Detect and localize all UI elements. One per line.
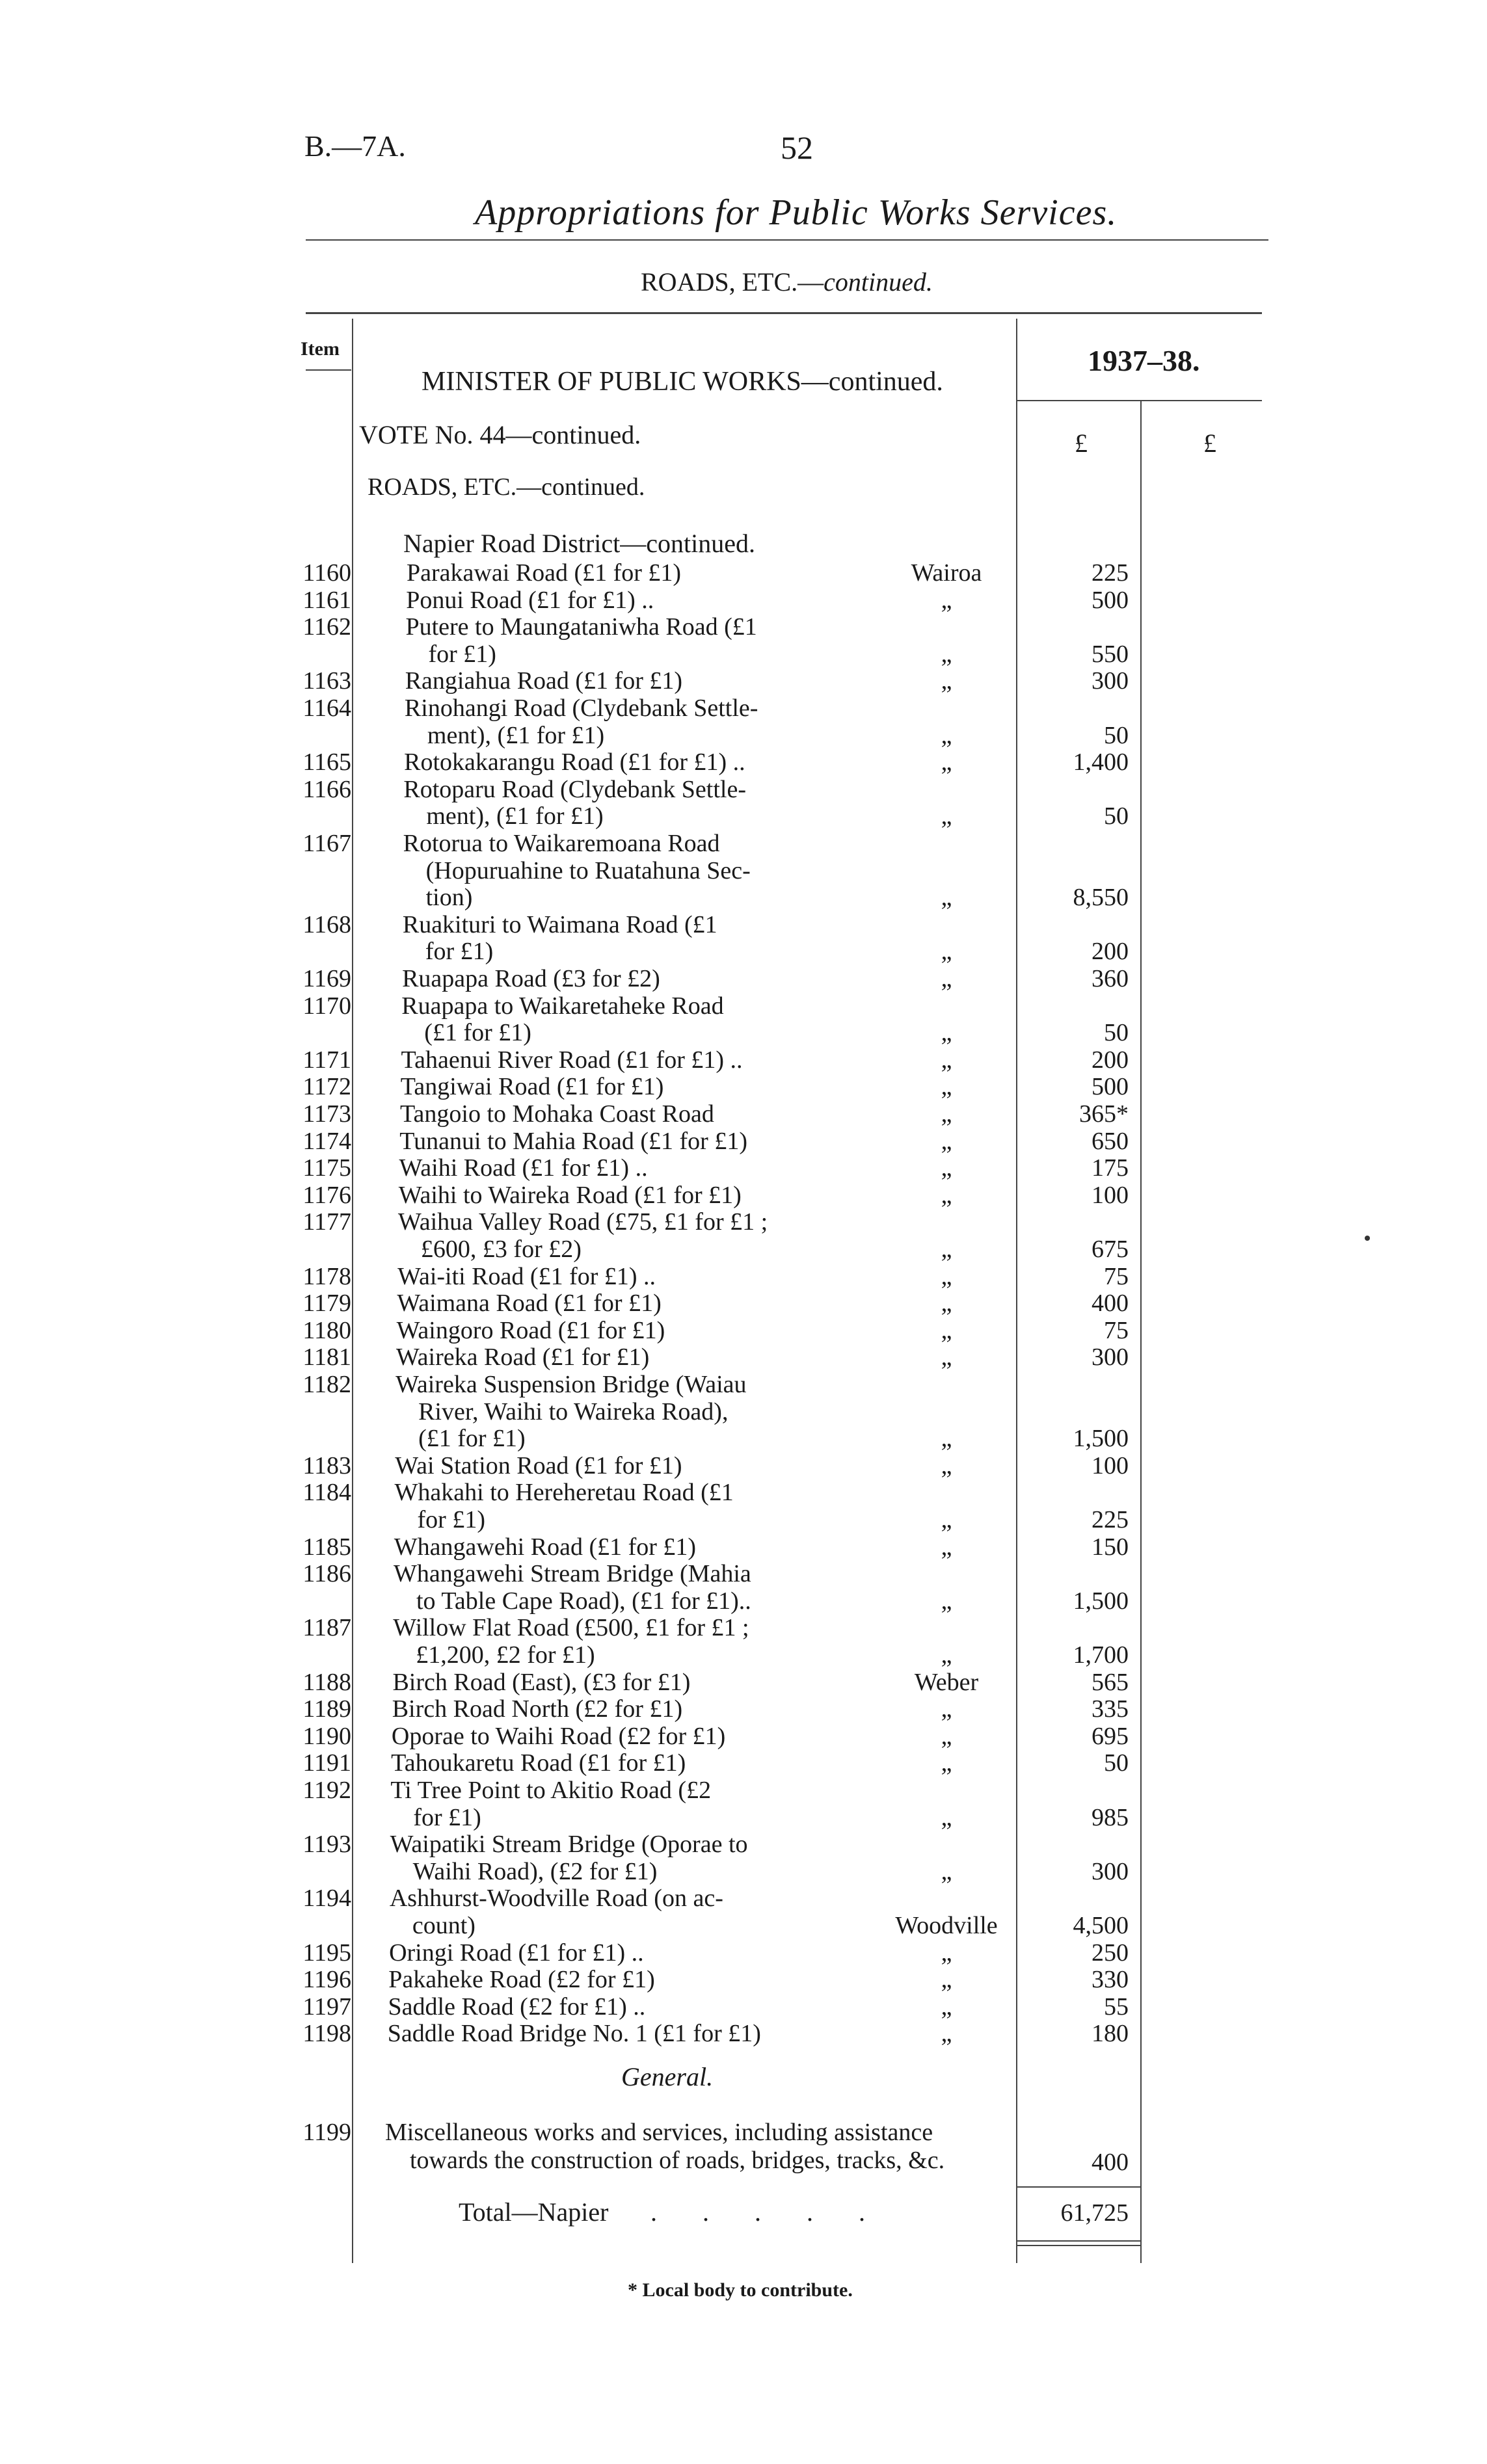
table-row: [0, 1182, 1487, 1209]
section-heading: ROADS, ETC.—continued.: [368, 473, 645, 501]
item-location: „: [941, 1966, 952, 1994]
item-column-header: Item: [301, 338, 340, 360]
footnote: * Local body to contribute.: [628, 2279, 853, 2301]
scan-speck: [1365, 1236, 1370, 1241]
item-description: for £1): [428, 640, 496, 668]
table-row: [0, 1046, 1487, 1074]
item-amount: 200: [1092, 1046, 1129, 1074]
item-location: „: [941, 1803, 952, 1831]
table-row: [0, 1073, 1487, 1100]
table-row: [0, 1344, 1487, 1371]
item-location: Woodville: [895, 1911, 998, 1939]
item-description: for £1): [417, 1505, 485, 1533]
item-description: Birch Road North (£2 for £1): [392, 1695, 683, 1723]
table-row: [0, 965, 1487, 992]
item-location: „: [941, 1425, 952, 1453]
item-amount: 360: [1092, 965, 1129, 992]
item-number: 1165: [302, 748, 351, 776]
item-location: „: [941, 1181, 952, 1209]
item-description: for £1): [425, 938, 494, 966]
table-row: [0, 1533, 1487, 1561]
item-location: „: [941, 1749, 952, 1777]
general-heading: General.: [621, 2062, 714, 2091]
year-header-rule: [1016, 400, 1262, 401]
total-rule-1: [1016, 2240, 1142, 2242]
item-description: Ruapapa to Waikaretaheke Road: [401, 992, 724, 1020]
item-number: 1182: [302, 1371, 351, 1398]
item-amount: 50: [1104, 1749, 1129, 1777]
item-description: Tangoio to Mohaka Coast Road: [400, 1100, 714, 1128]
item-number: 1180: [302, 1316, 351, 1344]
item-description: Parakawai Road (£1 for £1): [407, 559, 682, 587]
item-amount: 695: [1092, 1722, 1129, 1750]
table-row: [0, 1100, 1487, 1128]
item-location: „: [941, 586, 952, 614]
table-row: [0, 1263, 1487, 1290]
item-description: tion): [425, 884, 473, 912]
item-number: 1191: [302, 1749, 351, 1777]
item-number: 1189: [302, 1695, 351, 1723]
item-number: 1188: [302, 1668, 351, 1696]
item-location: „: [941, 1344, 952, 1371]
item-location: „: [941, 1993, 952, 2020]
item-amount: 550: [1092, 640, 1129, 668]
item-location: „: [941, 1046, 952, 1074]
item-description: to Table Cape Road), (£1 for £1)..: [416, 1587, 751, 1615]
table-row: [0, 559, 1487, 587]
general-item-line-1: Miscellaneous works and services, including assistance: [385, 2119, 933, 2146]
item-amount: 50: [1104, 802, 1129, 830]
item-location: „: [941, 1695, 952, 1723]
general-item-number: 1199: [302, 2119, 351, 2146]
document-reference: B.—7A.: [304, 129, 406, 163]
item-location: „: [941, 1019, 952, 1047]
item-amount: 565: [1092, 1668, 1129, 1696]
table-row: [0, 1723, 1487, 1750]
item-amount: 8,550: [1073, 884, 1129, 912]
item-location: „: [941, 1154, 952, 1182]
item-amount: 50: [1104, 1019, 1129, 1047]
item-number: 1160: [302, 559, 351, 587]
item-description: Ruapapa Road (£3 for £2): [402, 965, 660, 992]
item-amount: 180: [1092, 2020, 1129, 2048]
item-amount: 100: [1092, 1451, 1129, 1479]
item-description: Rangiahua Road (£1 for £1): [405, 667, 683, 695]
subtotal-rule: [1016, 2186, 1142, 2188]
item-number: 1169: [302, 965, 351, 992]
item-description: Waihi Road), (£2 for £1): [412, 1857, 658, 1885]
item-number: 1184: [302, 1479, 351, 1507]
item-description: Ti Tree Point to Akitio Road (£2: [390, 1777, 712, 1804]
item-description: Willow Flat Road (£500, £1 for £1 ;: [393, 1614, 749, 1642]
item-description: Tunanui to Mahia Road (£1 for £1): [399, 1127, 747, 1155]
table-row: [0, 1749, 1487, 1777]
table-row: [0, 667, 1487, 695]
table-row: [0, 1560, 1487, 1614]
item-number: 1162: [302, 613, 351, 641]
item-number: 1175: [302, 1154, 351, 1182]
item-location: „: [941, 1290, 952, 1318]
item-number: 1163: [302, 667, 351, 695]
table-row: [0, 1128, 1487, 1155]
item-description: Tangiwai Road (£1 for £1): [400, 1073, 664, 1101]
title-rule: [306, 239, 1268, 241]
item-amount: 500: [1092, 586, 1129, 614]
item-number: 1161: [302, 586, 351, 614]
item-description: Tahaenui River Road (£1 for £1) ..: [401, 1046, 743, 1074]
item-location: „: [941, 1641, 952, 1669]
table-row: [0, 911, 1487, 965]
item-amount: 225: [1092, 559, 1129, 587]
item-amount: 1,400: [1073, 748, 1129, 776]
item-description: Whangawehi Road (£1 for £1): [394, 1533, 697, 1561]
item-description: Waihua Valley Road (£75, £1 for £1 ;: [397, 1208, 768, 1236]
item-amount: 650: [1092, 1127, 1129, 1155]
item-description: Waimana Road (£1 for £1): [397, 1290, 662, 1318]
item-description: Rotorua to Waikaremoana Road: [403, 830, 720, 857]
item-description: Waipatiki Stream Bridge (Oporae to: [390, 1831, 748, 1859]
item-number: 1183: [302, 1451, 351, 1479]
item-number: 1176: [302, 1181, 351, 1209]
item-location: „: [941, 1100, 952, 1128]
item-amount: 1,500: [1073, 1587, 1129, 1615]
item-description: Waihi to Waireka Road (£1 for £1): [398, 1181, 742, 1209]
item-location: „: [941, 1587, 952, 1615]
item-description: Whangawehi Stream Bridge (Mahia: [394, 1560, 751, 1588]
item-location: „: [941, 938, 952, 966]
subtitle-continued: continued.: [824, 267, 933, 297]
item-amount: 4,500: [1073, 1911, 1129, 1939]
item-location: „: [941, 1451, 952, 1479]
table-row: [0, 1452, 1487, 1479]
item-amount: 175: [1092, 1154, 1129, 1182]
table-row: [0, 2020, 1487, 2047]
item-description: Rinohangi Road (Clydebank Settle-: [404, 695, 758, 722]
item-location: „: [941, 1857, 952, 1885]
item-number: 1192: [302, 1777, 351, 1804]
item-description: Waihi Road (£1 for £1) ..: [399, 1154, 648, 1182]
item-location: „: [941, 640, 952, 668]
item-location: „: [941, 1235, 952, 1263]
item-description: Birch Road (East), (£3 for £1): [392, 1668, 691, 1696]
table-row: [0, 830, 1487, 911]
subtitle-main: ROADS, ETC.—: [641, 267, 824, 297]
table-row: [0, 1154, 1487, 1182]
item-amount: 1,700: [1073, 1641, 1129, 1669]
item-description: ment), (£1 for £1): [426, 802, 604, 830]
table-row: [0, 1885, 1487, 1939]
item-location: „: [941, 1316, 952, 1344]
item-number: 1193: [302, 1831, 351, 1859]
minister-heading: MINISTER OF PUBLIC WORKS—continued.: [422, 367, 943, 397]
item-description: Saddle Road (£2 for £1) ..: [388, 1993, 646, 2020]
item-number: 1167: [302, 830, 351, 857]
item-description: (Hopuruahine to Ruatahuna Sec-: [425, 856, 751, 884]
item-amount: 500: [1092, 1073, 1129, 1101]
table-row: [0, 1939, 1487, 1967]
item-number: 1174: [302, 1127, 351, 1155]
item-location: „: [941, 667, 952, 695]
item-number: 1173: [302, 1100, 351, 1128]
item-location: „: [941, 1073, 952, 1101]
table-row: [0, 587, 1487, 614]
table-row: [0, 992, 1487, 1046]
table-row: [0, 1208, 1487, 1262]
item-number: 1179: [302, 1290, 351, 1318]
table-row: [0, 1777, 1487, 1831]
item-description: Waireka Suspension Bridge (Waiau: [395, 1371, 747, 1398]
item-location: „: [941, 965, 952, 992]
item-amount: 335: [1092, 1695, 1129, 1723]
total-rule-2: [1016, 2245, 1142, 2246]
item-number: 1172: [302, 1073, 351, 1101]
table-row: [0, 695, 1487, 748]
item-location: Weber: [914, 1668, 979, 1696]
item-description: Ashhurst-Woodville Road (on ac-: [389, 1885, 723, 1913]
item-number: 1195: [302, 1939, 351, 1967]
item-amount: 200: [1092, 938, 1129, 966]
item-number: 1187: [302, 1614, 351, 1642]
item-number: 1185: [302, 1533, 351, 1561]
item-description: for £1): [413, 1803, 481, 1831]
general-item-line-2: towards the construction of roads, bridges, tracks, &c.: [410, 2147, 945, 2174]
item-description: count): [412, 1911, 476, 1939]
item-description: £1,200, £2 for £1): [416, 1641, 595, 1669]
item-amount: 225: [1092, 1505, 1129, 1533]
item-amount: 1,500: [1073, 1425, 1129, 1453]
item-location: „: [941, 1127, 952, 1155]
table-row: [0, 1290, 1487, 1317]
item-amount: 365*: [1079, 1100, 1129, 1128]
item-number: 1198: [302, 2020, 351, 2048]
item-location: „: [941, 1505, 952, 1533]
item-amount: 55: [1104, 1993, 1129, 2020]
currency-label-left: £: [1075, 429, 1088, 458]
item-description: Rotoparu Road (Clydebank Settle-: [403, 775, 746, 803]
item-description: Whakahi to Hereheretau Road (£1: [394, 1479, 734, 1507]
table-row: [0, 1317, 1487, 1344]
item-number: 1186: [302, 1560, 351, 1588]
item-number: 1170: [302, 992, 351, 1020]
table-row: [0, 1831, 1487, 1885]
item-description: Ruakituri to Waimana Road (£1: [402, 910, 717, 938]
total-label: Total—Napier: [459, 2197, 609, 2227]
item-amount: 75: [1104, 1262, 1129, 1290]
district-heading: Napier Road District—continued.: [403, 529, 755, 558]
item-location: „: [941, 721, 952, 749]
item-number: 1171: [302, 1046, 351, 1074]
item-number: 1190: [302, 1722, 351, 1750]
table-row: [0, 1993, 1487, 2020]
item-description: Ponui Road (£1 for £1) ..: [406, 586, 654, 614]
item-description: (£1 for £1): [418, 1425, 526, 1453]
currency-label-right: £: [1203, 429, 1216, 458]
item-description: Rotokakarangu Road (£1 for £1) ..: [404, 748, 745, 776]
item-number: 1196: [302, 1966, 351, 1994]
item-amount: 300: [1092, 1857, 1129, 1885]
item-location: Wairoa: [911, 559, 982, 587]
item-amount: 300: [1092, 1344, 1129, 1371]
item-number: 1181: [302, 1344, 351, 1371]
item-description: Putere to Maungataniwha Road (£1: [405, 613, 757, 641]
item-number: 1178: [302, 1262, 351, 1290]
item-location: „: [941, 802, 952, 830]
item-amount: 75: [1104, 1316, 1129, 1344]
page-title: Appropriations for Public Works Services.: [475, 192, 1118, 233]
item-description: Pakaheke Road (£2 for £1): [388, 1966, 655, 1994]
table-row: [0, 613, 1487, 667]
table-row: [0, 1614, 1487, 1668]
item-location: „: [941, 1533, 952, 1561]
item-description: Tahoukaretu Road (£1 for £1): [391, 1749, 686, 1777]
page-subtitle: [641, 267, 933, 297]
total-amount: 61,725: [1060, 2199, 1129, 2227]
item-amount: 50: [1104, 721, 1129, 749]
table-row: [0, 748, 1487, 776]
item-number: 1164: [302, 695, 351, 722]
total-leader-dots: . . . . .: [650, 2197, 885, 2227]
item-amount: 330: [1092, 1966, 1129, 1994]
table-row: [0, 1669, 1487, 1696]
item-header-rule: [306, 369, 351, 371]
item-amount: 100: [1092, 1181, 1129, 1209]
item-location: „: [941, 1939, 952, 1967]
item-number: 1168: [302, 910, 351, 938]
table-row: [0, 1966, 1487, 1993]
item-amount: 985: [1092, 1803, 1129, 1831]
page-number: 52: [781, 129, 813, 166]
item-description: Oringi Road (£1 for £1) ..: [389, 1939, 644, 1967]
item-location: „: [941, 2020, 952, 2048]
general-item-amount: 400: [1092, 2149, 1129, 2176]
item-number: 1197: [302, 1993, 351, 2020]
item-location: „: [941, 1262, 952, 1290]
item-location: „: [941, 1722, 952, 1750]
item-description: Wai Station Road (£1 for £1): [395, 1451, 682, 1479]
item-description: River, Waihi to Waireka Road),: [418, 1398, 729, 1425]
item-description: Waingoro Road (£1 for £1): [396, 1316, 665, 1344]
item-description: Waireka Road (£1 for £1): [395, 1344, 650, 1371]
item-location: „: [941, 748, 952, 776]
item-amount: 400: [1092, 1290, 1129, 1318]
item-description: ment), (£1 for £1): [427, 721, 605, 749]
item-description: Saddle Road Bridge No. 1 (£1 for £1): [387, 2020, 761, 2048]
item-amount: 300: [1092, 667, 1129, 695]
table-row: [0, 1695, 1487, 1723]
item-description: Oporae to Waihi Road (£2 for £1): [391, 1722, 726, 1750]
vote-heading: VOTE No. 44—continued.: [359, 420, 641, 449]
table-row: [0, 1371, 1487, 1452]
item-description: (£1 for £1): [424, 1019, 531, 1047]
item-number: 1194: [302, 1885, 351, 1913]
item-description: £600, £3 for £2): [420, 1235, 582, 1263]
table-row: [0, 776, 1487, 830]
item-amount: 150: [1092, 1533, 1129, 1561]
item-number: 1166: [302, 775, 351, 803]
table-row: [0, 1479, 1487, 1533]
table-top-rule: [306, 312, 1262, 314]
item-description: Wai-iti Road (£1 for £1) ..: [397, 1262, 656, 1290]
item-location: „: [941, 884, 952, 912]
item-number: 1177: [302, 1208, 351, 1236]
year-column-header: 1937–38.: [1088, 344, 1200, 377]
item-amount: 250: [1092, 1939, 1129, 1967]
item-amount: 675: [1092, 1235, 1129, 1263]
